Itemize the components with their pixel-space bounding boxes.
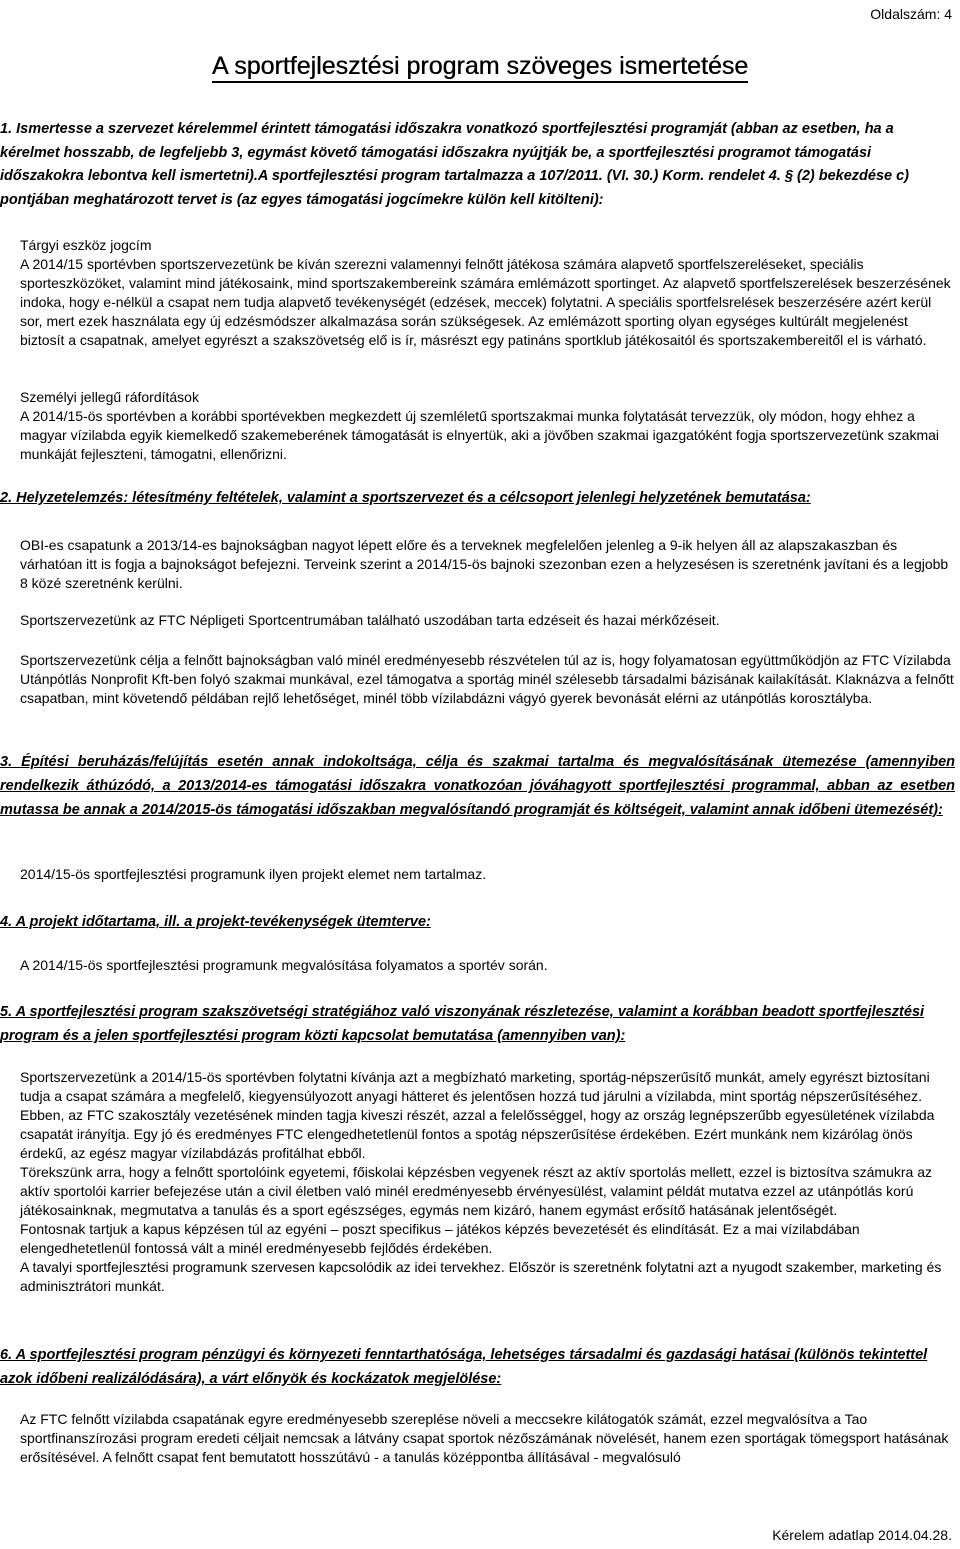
section-2-paragraph-1: OBI-es csapatunk a 2013/14-es bajnokságban nagyot lépett előre és a terveknek megfelelően jelenleg a 9-ik helyen áll az alapszakaszban és várhatóan itt is fogja a bajnokságot befejezni. Terveink szerint a 2014/15-ös bajnoki szezonban ezen a helyzesésen is szeretnénk javítani és a legjobb 8 közé szeretnénk kerülni. <box>20 537 949 591</box>
section-1-tangible-assets: Tárgyi eszköz jogcím A 2014/15 sportévben sportszervezetünk be kíván szerezni valamennyi felnőtt játékosa számára alapvető sportfelszereléseket, speciális sporteszközöket, valamint mind játékosaink, mind sportszakembereink számára emlémázott sportinget. Az alapvető sportfelszerelések beszerzésének indoka, hogy e-nélkül a csapat nem tudja alapvető tevékenységét (edzések, meccek) folytatni. A speciális sportfelsrelések beszerzésére azért kerül sor, mert ezek használata egy új edzésmódszer alkalmazása során szükségesek. Az emlémázott sporting olyan egységes kultúrált megjelenést biztosít a csapatnak, amelyet egyrészt a szakszövetség elő is ír, másrészt egy patináns sportklub játékosaitól és sportszakembereitől el is várható. <box>20 237 951 348</box>
section-2-paragraph-2: Sportszervezetünk az FTC Népligeti Sportcentrumában található uszodában tarta edzéseit és hazai mérkőzéseit. <box>20 612 720 628</box>
section-1-personnel-costs: Személyi jellegű ráfordítások A 2014/15-ös sportévben a korábbi sportévekben megkezdett új szemléletű sportszakmai munka folytatását tervezzük, oly módon, hogy ehhez a magyar vízilabda egyik kiemelkedő szakemeberének támogatását is elnyertük, aki a jövőben szakmai igazgatóként fogja sportszervezetünk szakmai munkáját fejleszteni, támogatni, ellenőrizni. <box>20 389 940 462</box>
section-2-heading: 2. Helyzetelemzés: létesítmény feltételek, valamint a sportszervezet és a célcsoport jelenlegi helyzetének bemutatása: <box>0 490 811 506</box>
section-2-paragraph-3: Sportszervezetünk célja a felnőtt bajnokságban való minél eredményesebb részvételen túl az is, hogy folyamatosan együttműködjön az FTC Vízilabda Utánpótlás Nonprofit Kft-ben folyó szakmai munkával, ezel támogatva a sportág minél szélesebb társadalmi bázisának kailakítását. Klaknázva a felnőtt csapatban, mint követendő példában rejlő lehetőséget, minél több vízilabdázni vágyó gyerek bevonását elérni az utánpótlás korosztályba. <box>20 652 954 706</box>
section-3-paragraph: 2014/15-ös sportfejlesztési programunk ilyen projekt elemet nem tartalmaz. <box>20 866 487 882</box>
section-1-heading: 1. Ismertesse a szervezet kérelemmel érintett támogatási időszakra vonatkozó sportfejlesztési programját (abban az esetben, ha a kérelmet hosszabb, de legfeljebb 3, egymást követő támogatási időszakra nyújtják be, a sportfejlesztési programot támogatási időszakokra lebontva kell ismertetni).A sportfejlesztési program tartalmazza a 107/2011. (VI. 30.) Korm. rendelet 4. § (2) bekezdése c) pontjában meghatározott tervet is (az egyes támogatási jogcímekre külön kell kitölteni): <box>0 121 910 208</box>
footer-date-label: Kérelem adatlap 2014.04.28. <box>772 1527 952 1543</box>
section-5-heading: 5. A sportfejlesztési program szakszövetségi stratégiához való viszonyának részletezése, valamint a korábban beadott sportfejlesztési program és a jelen sportfejlesztési program közti kapcsolat bemutatása (amennyiben van): <box>0 1004 925 1044</box>
section-6-paragraph: Az FTC felnőtt vízilabda csapatának egyre eredményesebb szereplése növeli a meccsekre kilátogatók számát, ezzel megvalósítva a Tao sportfinanszírozási program eredeti céljait nemcsak a látvány csapat sportok nézőszámának növelését, hanem ezen sportágak tömegsport hatásának erősítésével. A felnőtt csapat fent bemutatott hosszútávú - a tanulás középpontba állításával - megvalósuló <box>20 1411 949 1465</box>
section-4-heading: 4. A projekt időtartama, ill. a projekt-tevékenységek ütemterve: <box>0 914 431 930</box>
section-3-heading: 3. Építési beruházás/felújítás esetén annak indokoltsága, célja és szakmai tartalma és megvalósításának ütemezése (amennyiben rendelkezik áthúzódó, a 2013/2014-es támogatási időszakra vonatkozóan jóváhagyott sportfejlesztési programmal, abban az esetben mutassa be annak a 2014/2015-ös támogatási időszakban megvalósítandó programját és költségeit, valamint annak időbeni ütemezését): <box>0 754 955 818</box>
section-5-paragraph: Sportszervezetünk a 2014/15-ös sportévben folytatni kívánja azt a megbízható marketing, sportág-népszerűsítő munkát, amely egyrészt biztosítani tudja a csapat számára a megfelelő, kiegyensúlyozott anyagi hátteret és jelentősen hozzá tud járulni a vízilabda, mint sportág népszerűsítéséhez. Ebben, az FTC szakosztály vezetésének minden tagja kiveszi részét, azzal a felelősséggel, hogy az ország legnépszerűbb egyesületének vízilabda csapatát irányítja. Egy jó és eredményes FTC elengedhetetlenül fontos a spotág népszerűsítése érdekében. Ezért munkánk nem kizárólag önös érdekű, az egész magyar vízilabdázás profitálhat ebből. Törekszünk arra, hogy a felnőtt sportolóink egyetemi, főiskolai képzésben vegyenek részt az aktív sportolás mellett, ezzel is biztosítva számukra az aktív sportolói karrier befejezése után a civil életben való minél eredményesebb érvényesülést, valamint példát mutatva ezzel az utánpótlás korú játékosainknak, megmutatva a tanulás és a sport egészséges, egymás nem kizáró, hanem egymást erősítő hatásának jelentőségét. Fontosnak tartjuk a kapus képzésen túl az egyéni – poszt specifikus – játékos képzés bevezetését és elindítását. Ez a mai vízilabdában elengedhetetlenül fontossá vált a minél eredményesebb fejlődés érdekében. A tavalyi sportfejlesztési programunk szervesen kapcsolódik az idei tervekhez. Először is szeretnénk folytatni azt a nyugodt szakember, marketing és adminisztrátori munkát. <box>20 1069 942 1294</box>
section-4-paragraph: A 2014/15-ös sportfejlesztési programunk megvalósítása folyamatos a sportév során. <box>20 957 548 973</box>
document-title-text: A sportfejlesztési program szöveges ismertetése <box>212 52 748 83</box>
page-number: Oldalszám: 4 <box>870 6 952 22</box>
document-title <box>0 52 960 81</box>
section-6-heading: 6. A sportfejlesztési program pénzügyi és környezeti fenntarthatósága, lehetséges társadalmi és gazdasági hatásai (különös tekintettel azok időbeni realizálódására), a várt előnyök és kockázatok megjelölése: <box>0 1347 928 1387</box>
